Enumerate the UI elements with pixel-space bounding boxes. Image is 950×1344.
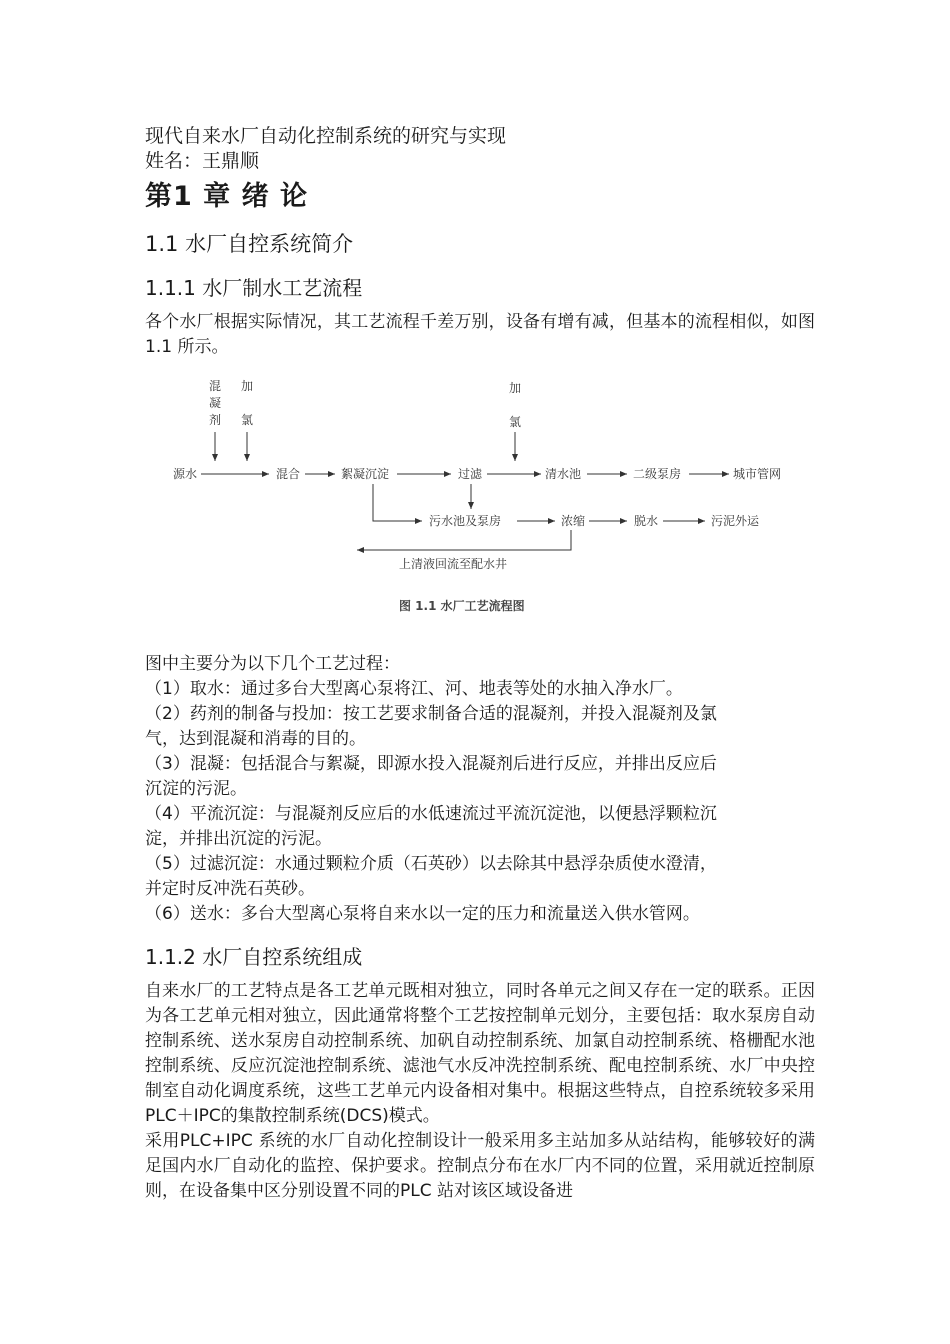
- section-heading-1-1: 1.1 水厂自控系统简介: [145, 232, 354, 256]
- node-sludge-out: 污泥外运: [711, 514, 760, 528]
- coagulant-char-3: 剂: [209, 413, 222, 427]
- chlorine1-char-1: 加: [241, 379, 254, 393]
- node-source-water: 源水: [173, 467, 198, 481]
- doc-title: 现代自来水厂自动化控制系统的研究与实现: [145, 125, 507, 147]
- process-list: [145, 652, 815, 927]
- arrow-floc-to-sewage: [373, 484, 422, 521]
- node-thickening: 浓缩: [561, 514, 586, 528]
- coagulant-char-1: 混: [209, 379, 222, 393]
- node-clear-pool: 清水池: [545, 467, 582, 481]
- node-city-network: 城市管网: [733, 467, 782, 481]
- node-sewage-pool: 污水池及泵房: [429, 514, 502, 528]
- author-line: 姓名：王鼎顺: [145, 150, 260, 172]
- chlorine2-char-1: 加: [509, 381, 522, 395]
- chapter-heading: 第1 章 绪 论: [145, 181, 308, 212]
- list-item: （4）平流沉淀：与混凝剂反应后的水低速流过平流沉淀池，以便悬浮颗粒沉: [145, 804, 717, 824]
- arrow-return-flow: [357, 530, 571, 550]
- return-flow-label: 上清液回流至配水井: [399, 557, 508, 571]
- chlorine2-char-2: 氯: [509, 415, 522, 429]
- process-flow-diagram: [145, 370, 815, 652]
- node-mixing: 混合: [276, 467, 301, 481]
- list-item: （3）混凝：包括混合与絮凝，即源水投入混凝剂后进行反应，并排出反应后: [145, 754, 717, 774]
- list-item: 气，达到混凝和消毒的目的。: [145, 729, 366, 749]
- body-paragraph-1: 自来水厂的工艺特点是各工艺单元既相对独立，同时各单元之间又存在一定的联系。正因为各工艺单元相对独立，因此通常将整个工艺按控制单元划分，主要包括：取水泵房自动控制系统、送水泵房自动控制系统、加矾自动控制系统、加氯自动控制系统、格栅配水池控制系统、反应沉淀池控制系统、滤池气水反冲洗控制系统、配电控制系统、水厂中央控制室自动化调度系统，这些工艺单元内设备相对集中。根据这些特点，自控系统较多采用PLC＋IPC的集散控制系统(DCS)模式。: [145, 981, 815, 1126]
- list-item: 并定时反冲洗石英砂。: [145, 879, 315, 899]
- list-item: （5）过滤沉淀：水通过颗粒介质（石英砂）以去除其中悬浮杂质使水澄清，: [145, 854, 717, 874]
- list-item: （1）取水：通过多台大型离心泵将江、河、地表等处的水抽入净水厂。: [145, 679, 683, 699]
- figure-caption: 图 1.1 水厂工艺流程图: [399, 599, 525, 613]
- coagulant-char-2: 凝: [209, 396, 222, 410]
- section-heading-1-1-1: 1.1.1 水厂制水工艺流程: [145, 276, 363, 300]
- body-paragraph-2: 采用PLC+IPC 系统的水厂自动化控制设计一般采用多主站加多从站结构，能够较好的满足国内水厂自动化的监控、保护要求。控制点分布在水厂内不同的位置，采用就近控制原则，在设备集中区分别设置不同的PLC 站对该区域设备进: [145, 1131, 815, 1201]
- intro-paragraph: 各个水厂根据实际情况，其工艺流程千差万别，设备有增有减，但基本的流程相似，如图1.1 所示。: [145, 312, 815, 357]
- process-list-intro: 图中主要分为以下几个工艺过程：: [145, 654, 400, 674]
- document-page: [145, 124, 815, 1204]
- list-item: （6）送水：多台大型离心泵将自来水以一定的压力和流量送入供水管网。: [145, 904, 700, 924]
- node-pump-house: 二级泵房: [633, 467, 682, 481]
- node-dewatering: 脱水: [634, 514, 659, 528]
- chlorine1-char-2: 氯: [241, 413, 254, 427]
- node-flocculation: 絮凝沉淀: [341, 467, 390, 481]
- process-flow-figure: [145, 370, 815, 652]
- list-item: 沉淀的污泥。: [145, 779, 247, 799]
- section-heading-1-1-2: 1.1.2 水厂自控系统组成: [145, 945, 363, 969]
- list-item: 淀，并排出沉淀的污泥。: [145, 829, 332, 849]
- node-filtration: 过滤: [458, 467, 483, 481]
- list-item: （2）药剂的制备与投加：按工艺要求制备合适的混凝剂，并投入混凝剂及氯: [145, 704, 717, 724]
